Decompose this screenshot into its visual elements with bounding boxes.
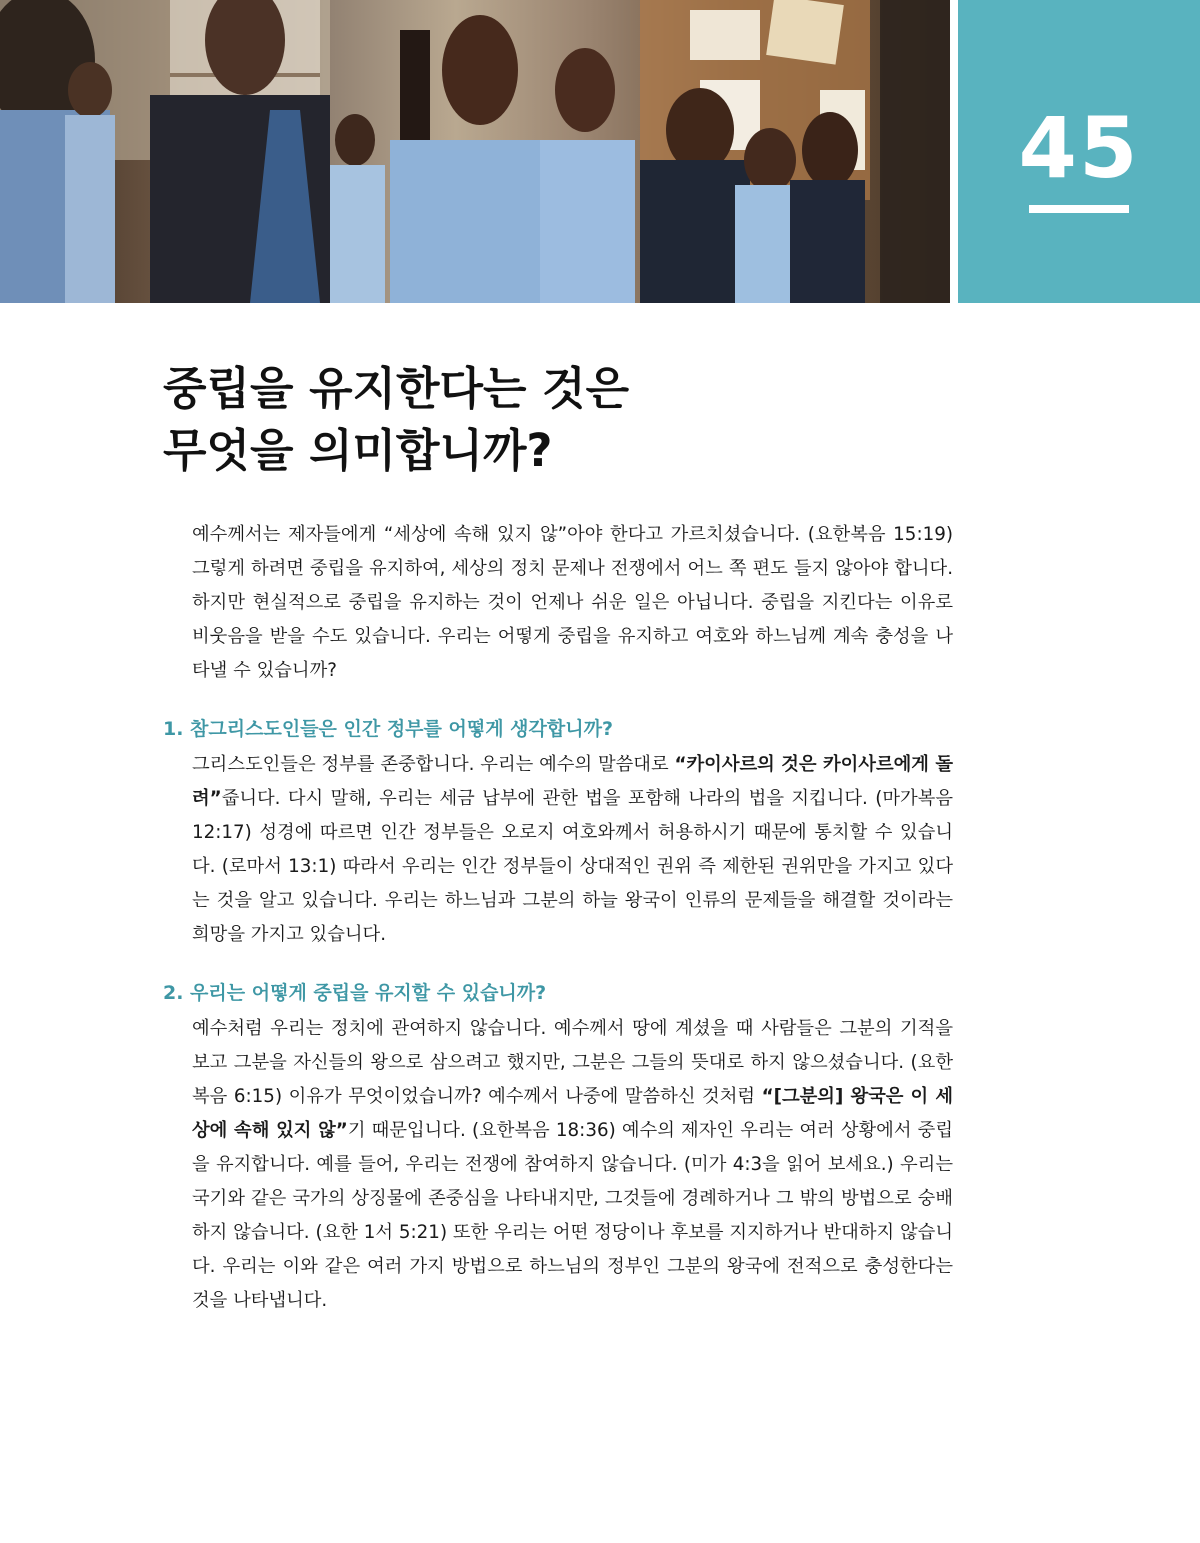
answer-2-text-start: 예수처럼 우리는 정치에 관여하지 않습니다. 예수께서 땅에 계셨을 때 사람들은 그분의 기적을 보고 그분을 자신들의 왕으로 삼으려고 했지만, 그분은 그들의 뜻대로 하지 않으셨습니다. (요한복음 6:15) 이유가 무엇이었습니까? 예수께서 나중에 말씀하신 것처럼 [192,1018,953,1107]
question-heading-2: 2. 우리는 어떻게 중립을 유지할 수 있습니까? [163,982,547,1004]
answer-paragraph-1 [192,748,953,952]
answer-1-text-start: 그리스도인들은 정부를 존중합니다. 우리는 예수의 말씀대로 [192,754,675,775]
page-title [163,358,963,482]
answer-2-quote: “[그분의] 왕국은 이 세상에 속해 있지 않” [192,1086,953,1141]
answer-1-text-end: 줍니다. 다시 말해, 우리는 세금 납부에 관한 법을 포함해 나라의 법을 지킵니다. (마가복음 12:17) 성경에 따르면 인간 정부들은 오로지 여호와께서 허용하시기 때문에 통치할 수 있습니다. (로마서 13:1) 따라서 우리는 인간 정부들이 상대적인 권위 즉 제한된 권위만을 가지고 있다는 것을 알고 있습니다. 우리는 하느님과 그분의 하늘 왕국이 인류의 문제들을 해결할 것이라는 희망을 가지고 있습니다. [192,788,953,945]
lesson-content [163,518,953,1318]
answer-2-text-end: 기 때문입니다. (요한복음 18:36) 예수의 제자인 우리는 여러 상황에서 중립을 유지합니다. 예를 들어, 우리는 전쟁에 참여하지 않습니다. (미가 4:3을 읽어 보세요.) 우리는 국기와 같은 국가의 상징물에 존중심을 나타내지만, 그것들에 경례하거나 그 밖의 방법으로 숭배하지 않습니다. (요한 1서 5:21) 또한 우리는 어떤 정당이나 후보를 지지하거나 반대하지 않습니다. 우리는 이와 같은 여러 가지 방법으로 하느님의 정부인 그분의 왕국에 전적으로 충성한다는 것을 나타냅니다. [192,1120,953,1311]
question-heading-1: 1. 참그리스도인들은 인간 정부를 어떻게 생각합니까? [163,718,613,740]
lesson-number: 45 [1018,99,1140,197]
lesson-number-underline [1029,205,1129,213]
intro-paragraph: 예수께서는 제자들에게 “세상에 속해 있지 않”아야 한다고 가르치셨습니다. (요한복음 15:19) 그렇게 하려면 중립을 유지하여, 세상의 정치 문제나 전쟁에서 어느 쪽 편도 들지 않아야 합니다. 하지만 현실적으로 중립을 유지하는 것이 언제나 쉬운 일은 아닙니다. 중립을 지킨다는 이유로 비웃음을 받을 수도 있습니다. 우리는 어떻게 중립을 유지하고 여호와 하느님께 계속 충성을 나타낼 수 있습니까? [192,524,953,681]
answer-paragraph-2 [192,1012,953,1318]
page-title-line-2: 무엇을 의미합니까? [163,424,553,477]
hero-illustration [0,0,950,303]
answer-1-quote: “카이사르의 것은 카이사르에게 돌려” [192,754,954,809]
hero-photo [0,0,950,303]
lesson-number-panel [958,0,1200,303]
page-title-line-1: 중립을 유지한다는 것은 [163,362,630,415]
